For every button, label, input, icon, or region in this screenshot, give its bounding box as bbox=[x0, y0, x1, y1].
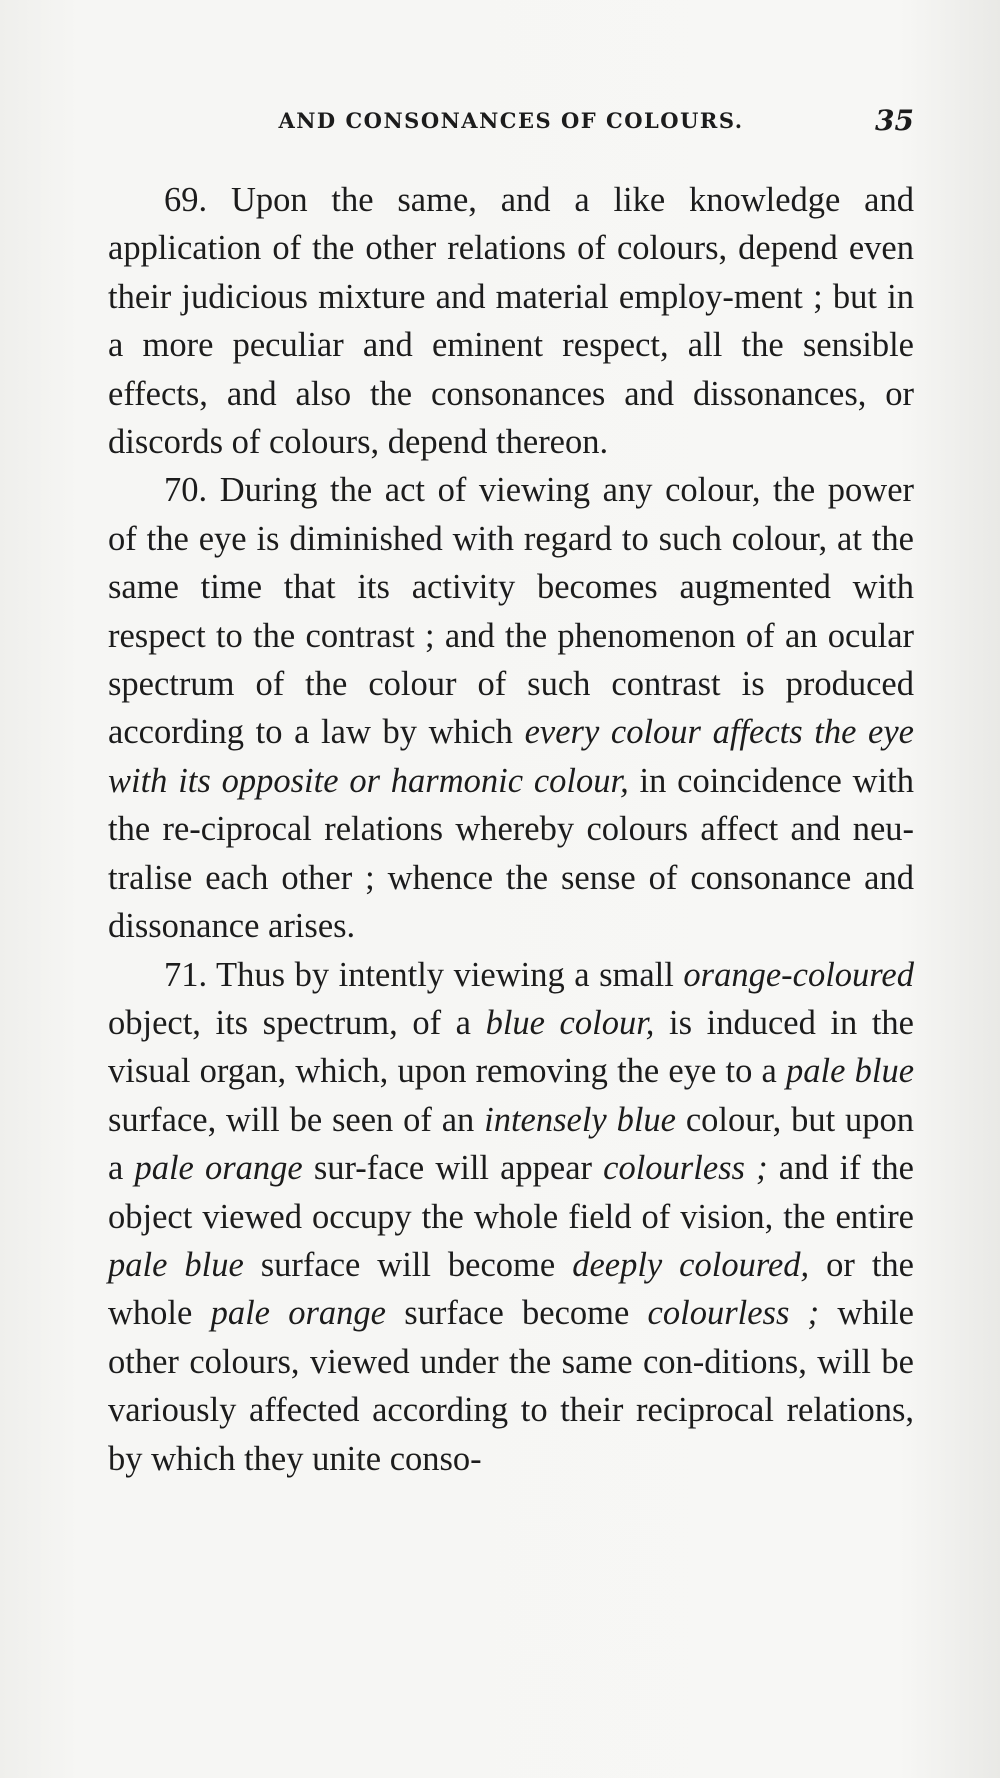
italic-text: colourless ; bbox=[603, 1149, 768, 1188]
italic-text: every colour affects the eye with its opposite or harmonic colour, bbox=[108, 713, 914, 800]
italic-text: pale orange bbox=[134, 1149, 303, 1188]
text-run: surface become bbox=[385, 1294, 648, 1333]
text-run: surface, will be seen of an bbox=[108, 1100, 485, 1139]
text-run: or the whole bbox=[108, 1245, 914, 1333]
italic-text: colourless ; bbox=[647, 1294, 820, 1333]
italic-text: pale orange bbox=[210, 1294, 386, 1333]
body-text bbox=[108, 176, 914, 1483]
text-run: while other colours, viewed under the same con-ditions, will be variously affected according to their reciprocal relations, by which they unite conso- bbox=[108, 1294, 914, 1478]
text-run: sur-face will appear bbox=[302, 1149, 604, 1188]
paragraph-number: 70. bbox=[164, 471, 208, 510]
text-run: Thus by intently viewing a small bbox=[207, 955, 684, 994]
text-run: is induced in the visual organ, which, upon removing the eye to a bbox=[108, 1003, 914, 1091]
text-run: and if the object viewed occupy the whole field of vision, the entire bbox=[108, 1149, 914, 1236]
italic-text: orange-coloured bbox=[683, 955, 914, 994]
page-number: 35 bbox=[875, 104, 914, 137]
italic-text: blue colour, bbox=[485, 1003, 655, 1042]
text-run: During the act of viewing any colour, the power of the eye is diminished with regard to such colour, at the same time that its activity becomes augmented with respect to the contrast ; and the phenomenon of an ocular spectrum of the colour of such contrast is produced according to a law by which bbox=[108, 471, 914, 752]
paragraph-number: 71. bbox=[164, 955, 208, 994]
italic-text: pale blue bbox=[108, 1245, 244, 1284]
text-run: Upon the same, and a like knowledge and application of the other relations of colours, depend even their judicious mixture and material employ-ment ; but in a more peculiar and eminent respect, all the sensible effects, and also the consonances and dissonances, or discords of colours, depend thereon. bbox=[108, 181, 914, 462]
running-head bbox=[108, 104, 914, 140]
italic-text: intensely blue bbox=[484, 1100, 676, 1139]
paragraph-70 bbox=[108, 466, 914, 950]
italic-text: pale blue bbox=[786, 1052, 915, 1091]
paragraph-number: 69. bbox=[164, 181, 208, 219]
text-run: object, its spectrum, of a bbox=[108, 1003, 486, 1042]
text-run: in coincidence with the re-ciprocal relations whereby colours affect and neu-tralise each other ; whence the sense of consonance and dissonance arises. bbox=[108, 761, 914, 946]
text-run: surface will become bbox=[243, 1245, 573, 1284]
paragraph-71 bbox=[108, 951, 914, 1483]
running-title: AND CONSONANCES OF COLOURS. bbox=[278, 108, 744, 133]
paragraph-69 bbox=[108, 176, 914, 466]
text-run: colour, but upon a bbox=[108, 1100, 914, 1188]
italic-text: deeply coloured, bbox=[572, 1245, 810, 1284]
